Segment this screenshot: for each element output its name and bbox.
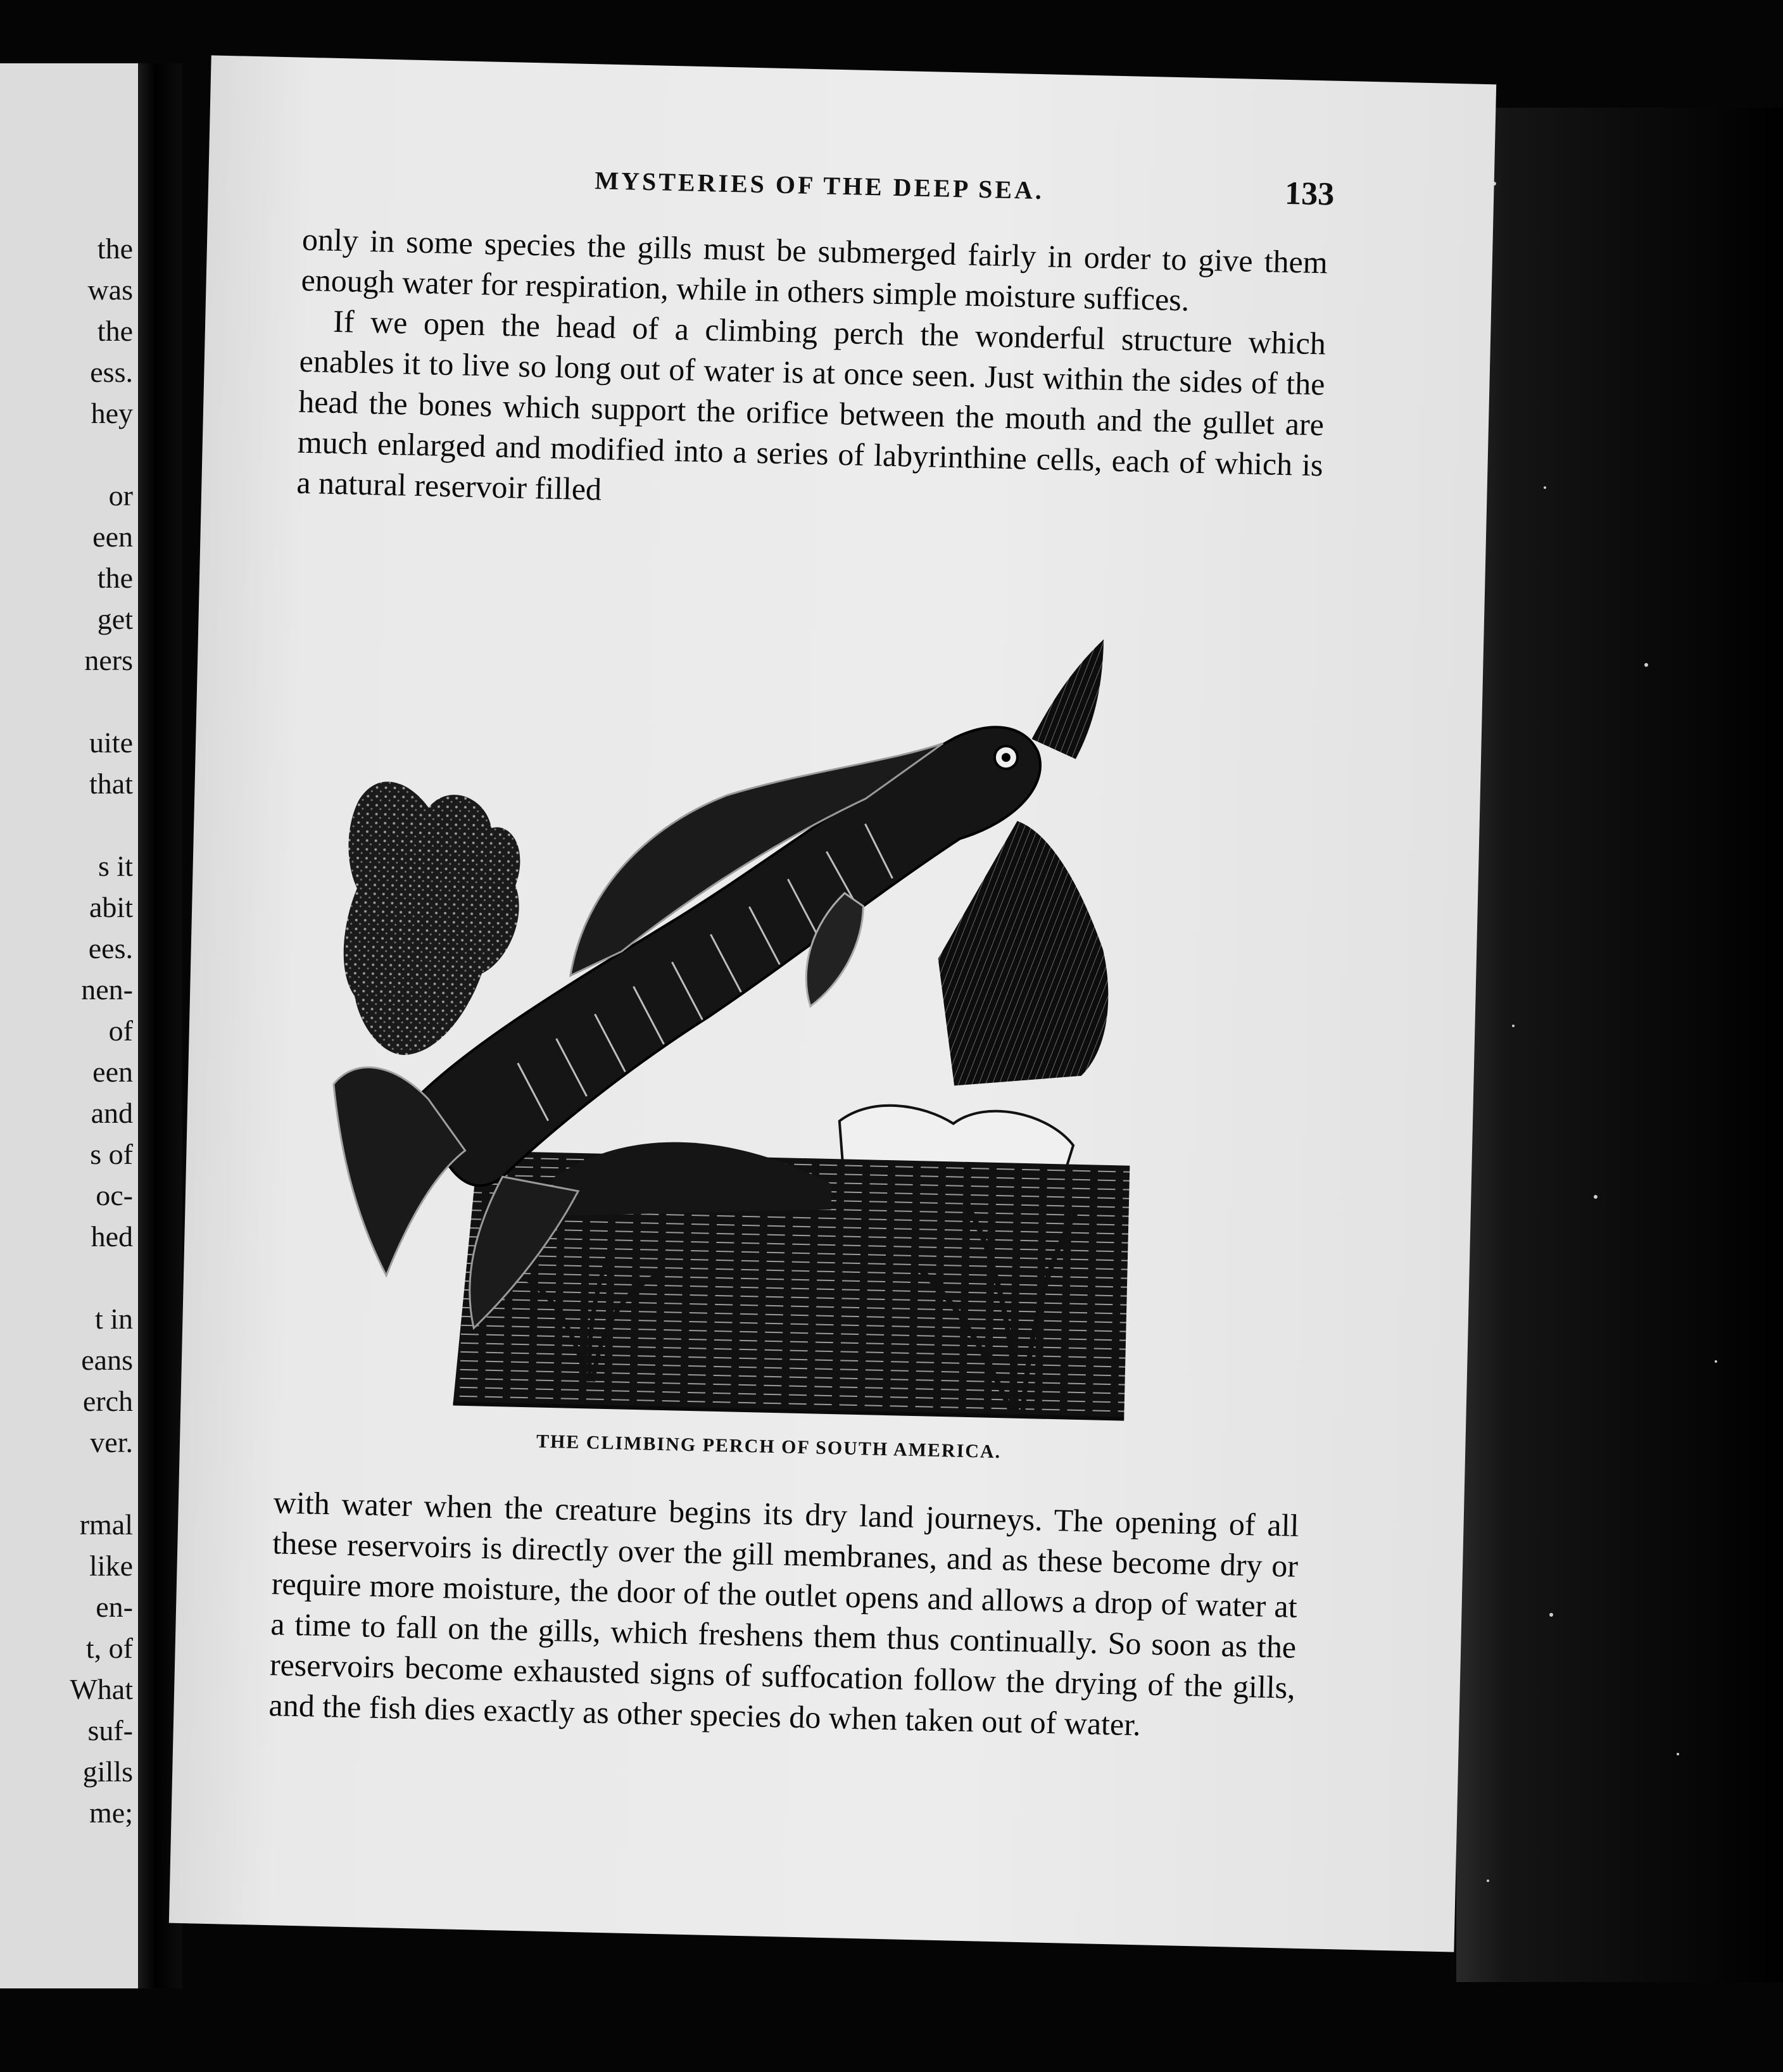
previous-page-line: the xyxy=(97,232,133,265)
previous-page-line: hed xyxy=(91,1220,133,1253)
previous-page-fragment xyxy=(0,63,138,1988)
previous-page-line: erch xyxy=(82,1385,133,1417)
previous-page-line: and xyxy=(91,1097,133,1129)
paragraph-1: only in some species the gills must be submerged fairly in order to give them enough water for respiration, while in others simple moisture suffices. xyxy=(301,221,1328,318)
previous-page-line: of xyxy=(108,1014,133,1047)
book-page xyxy=(169,55,1496,1952)
previous-page-line: me; xyxy=(89,1797,133,1829)
previous-page-line: ees. xyxy=(88,932,133,964)
climbing-perch-engraving xyxy=(307,616,1205,1433)
previous-page-line: gills xyxy=(82,1755,133,1788)
previous-page-line: s it xyxy=(98,850,133,882)
previous-page-line: en- xyxy=(96,1591,133,1623)
page-number: 133 xyxy=(1284,175,1335,213)
previous-page-line: s of xyxy=(90,1138,133,1170)
previous-page-line: ver. xyxy=(90,1426,133,1458)
previous-page-line: get xyxy=(97,603,133,635)
previous-page-line: was xyxy=(87,274,133,306)
previous-page-line: the xyxy=(97,315,133,347)
previous-page-line: suf- xyxy=(87,1714,133,1747)
figure-caption: THE CLIMBING PERCH OF SOUTH AMERICA. xyxy=(536,1431,1002,1463)
previous-page-line: uite xyxy=(89,726,133,759)
previous-page-line: rmal xyxy=(79,1508,133,1541)
previous-page-line: ners xyxy=(84,644,133,676)
previous-page-line: oc- xyxy=(96,1179,133,1211)
previous-page-line: abit xyxy=(89,891,133,923)
previous-page-line: What xyxy=(70,1673,133,1705)
paragraph-continued xyxy=(296,219,1328,526)
paragraph-2: If we open the head of a climbing perch the wonderful structure which enables it to live so long out of water is at once seen. Just within the sides of the head the bones which support the orifice between the mouth and the gullet are much enlarged and modified into a series of labyrinthine cells, each of which is a natural reservoir filled xyxy=(296,303,1326,507)
previous-page-line: like xyxy=(89,1550,133,1582)
previous-page-line: t in xyxy=(94,1303,133,1335)
running-head: MYSTERIES OF THE DEEP SEA. xyxy=(594,166,1045,205)
previous-page-line: t, of xyxy=(85,1632,133,1664)
previous-page-line: the xyxy=(97,562,133,594)
previous-page-line: een xyxy=(92,1056,133,1088)
previous-page-line: that xyxy=(89,768,133,800)
previous-page-line: ess. xyxy=(90,356,133,388)
previous-page-line: eans xyxy=(81,1344,133,1376)
previous-page-line: or xyxy=(108,479,133,512)
dust-specks xyxy=(1456,108,1783,1982)
previous-page-line: nen- xyxy=(81,973,133,1006)
paragraph-3: with water when the creature begins its dry land journeys. The opening of all these reservoirs is directly over the gill membranes, and as these become dry or require more moisture, the door of the outlet opens and allows a drop of water at a time to fall on the gills, which freshens them thus continually. So soon as the reservoirs become exhausted signs of suffocation follow the drying of the gills, and the fish dies exactly as other species do when taken out of water. xyxy=(268,1484,1300,1743)
previous-page-line: hey xyxy=(91,397,133,429)
previous-page-line: een xyxy=(92,521,133,553)
